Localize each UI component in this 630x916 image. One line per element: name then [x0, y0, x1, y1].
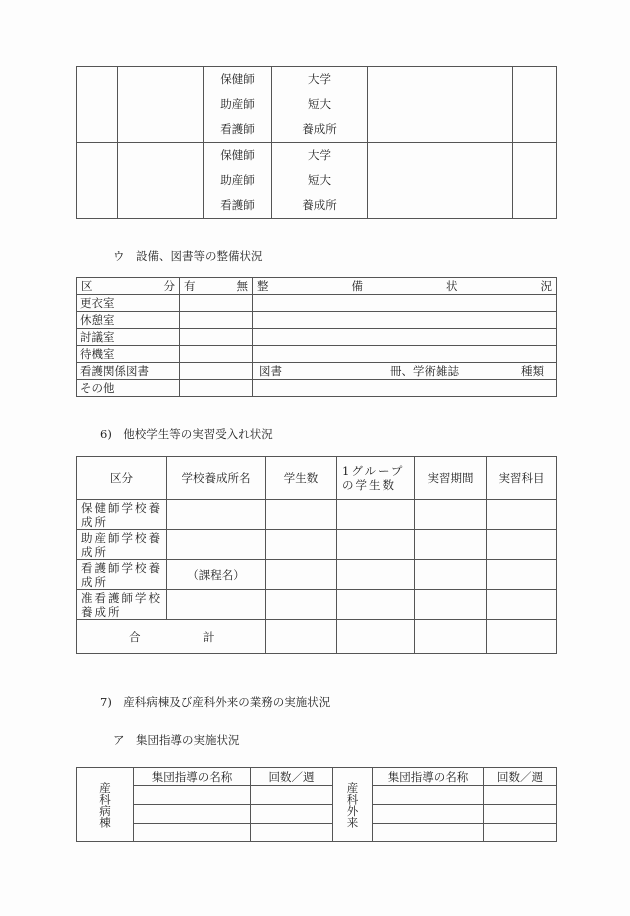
total-char: 計	[203, 629, 215, 644]
input-cell[interactable]	[266, 500, 337, 530]
umu-cell[interactable]	[180, 380, 253, 397]
status-cell[interactable]	[253, 295, 557, 312]
header-row	[77, 457, 557, 500]
header-row	[77, 278, 557, 295]
cell-empty[interactable]	[118, 143, 204, 219]
header-school-name: 学校養成所名	[167, 457, 266, 500]
section-heading-facilities: ウ 設備、図書等の整備状況	[113, 249, 263, 263]
school-name-cell[interactable]	[167, 590, 266, 620]
header-status	[253, 278, 557, 295]
cell-empty[interactable]	[118, 67, 204, 143]
row-label: その他	[77, 380, 180, 397]
input-cell[interactable]	[266, 560, 337, 590]
qualification-label: 保健師	[220, 148, 255, 162]
row-label: 討議室	[77, 329, 180, 346]
input-cell[interactable]	[373, 805, 484, 824]
school-type-label: 短大	[308, 97, 331, 111]
row-label: 更衣室	[77, 295, 180, 312]
input-cell[interactable]	[415, 620, 487, 654]
input-cell[interactable]	[484, 805, 557, 824]
row-label: 看護関係図書	[77, 363, 180, 380]
section-subheading-group-guidance: ア 集団指導の実施状況	[113, 733, 240, 747]
school-type-label: 大学	[308, 72, 331, 86]
input-cell[interactable]	[487, 530, 557, 560]
row-label-text: 保健師学校養成所	[81, 500, 162, 529]
header-char: 整	[257, 279, 269, 293]
row-label-text: 准看護師学校養成所	[81, 590, 162, 619]
row-label	[77, 560, 167, 590]
input-cell[interactable]	[266, 530, 337, 560]
school-type-label: 短大	[308, 173, 331, 187]
header-char: 分	[163, 279, 175, 293]
books-label: 図書	[259, 364, 282, 378]
input-cell[interactable]	[134, 824, 251, 842]
cell-empty[interactable]	[513, 67, 557, 143]
input-cell[interactable]	[415, 530, 487, 560]
input-cell[interactable]	[337, 590, 415, 620]
header-char: 状	[446, 279, 458, 293]
input-cell[interactable]	[373, 786, 484, 805]
school-type-label: 養成所	[302, 198, 337, 212]
table-row	[77, 312, 557, 329]
table-row	[77, 295, 557, 312]
ward-group-label	[77, 768, 134, 842]
header-group-size-text: 1グループの学生数	[342, 464, 405, 492]
header-umu	[180, 278, 253, 295]
header-char: 備	[351, 279, 363, 293]
school-name-cell[interactable]	[167, 530, 266, 560]
status-cell[interactable]	[253, 346, 557, 363]
input-cell[interactable]	[487, 590, 557, 620]
table-row	[77, 530, 557, 560]
header-kubun	[77, 278, 180, 295]
journals-label: 冊、学術雑誌	[390, 364, 459, 378]
school-type-label: 養成所	[302, 122, 337, 136]
header-char: 区	[81, 279, 93, 293]
input-cell[interactable]	[487, 560, 557, 590]
qualification-label: 助産師	[220, 173, 255, 187]
table-row	[77, 500, 557, 530]
header-char: 況	[540, 279, 552, 293]
row-label-text: 看護師学校養成所	[81, 560, 162, 589]
table-row	[77, 768, 557, 786]
table-row	[77, 363, 557, 380]
table-row	[77, 805, 557, 824]
header-group-size	[337, 457, 415, 500]
qualification-cell	[204, 143, 272, 219]
table-row	[77, 560, 557, 590]
row-label: 待機室	[77, 346, 180, 363]
row-label-text: 助産師学校養成所	[81, 530, 162, 559]
table-row	[77, 380, 557, 397]
status-cell[interactable]	[253, 329, 557, 346]
header-count-per-week: 回数／週	[484, 768, 557, 786]
staff-qualification-table	[76, 66, 557, 219]
school-type-cell	[272, 67, 368, 143]
input-cell[interactable]	[251, 824, 333, 842]
row-label: 休憩室	[77, 312, 180, 329]
input-cell[interactable]	[487, 500, 557, 530]
qualification-label: 看護師	[220, 122, 255, 136]
school-name-cell[interactable]	[167, 500, 266, 530]
umu-cell[interactable]	[180, 329, 253, 346]
status-cell[interactable]	[253, 380, 557, 397]
row-label	[77, 500, 167, 530]
input-cell[interactable]	[337, 560, 415, 590]
ward-group-text: 産科病棟	[98, 781, 112, 828]
facilities-table	[76, 277, 557, 397]
row-label	[77, 530, 167, 560]
section-heading-training: 6) 他校学生等の実習受入れ状況	[100, 427, 273, 441]
total-char: 合	[129, 629, 141, 644]
input-cell[interactable]	[337, 620, 415, 654]
header-guidance-name: 集団指導の名称	[373, 768, 484, 786]
umu-cell[interactable]	[180, 363, 253, 380]
input-cell[interactable]	[415, 590, 487, 620]
input-cell[interactable]	[134, 805, 251, 824]
section-heading-obstetrics: 7) 産科病棟及び産科外来の業務の実施状況	[100, 695, 331, 709]
input-cell[interactable]	[484, 786, 557, 805]
total-label	[77, 620, 266, 654]
header-char: 有	[184, 279, 196, 293]
input-cell[interactable]	[415, 560, 487, 590]
header-count-per-week: 回数／週	[251, 768, 333, 786]
input-cell[interactable]	[373, 824, 484, 842]
input-cell[interactable]	[415, 500, 487, 530]
table-row	[77, 143, 557, 219]
cell-empty[interactable]	[513, 143, 557, 219]
cell-empty[interactable]	[368, 67, 513, 143]
header-period: 実習期間	[415, 457, 487, 500]
header-kubun: 区分	[77, 457, 167, 500]
table-row	[77, 346, 557, 363]
total-row	[77, 620, 557, 654]
header-char: 無	[236, 279, 248, 293]
training-acceptance-table	[76, 456, 557, 654]
input-cell[interactable]	[337, 500, 415, 530]
input-cell[interactable]	[134, 786, 251, 805]
school-type-cell	[272, 143, 368, 219]
umu-cell[interactable]	[180, 295, 253, 312]
cell-empty[interactable]	[77, 67, 118, 143]
table-row	[77, 590, 557, 620]
outpatient-group-label	[333, 768, 373, 842]
table-row	[77, 824, 557, 842]
table-row	[77, 786, 557, 805]
input-cell[interactable]	[266, 590, 337, 620]
group-guidance-table	[76, 767, 557, 842]
outpatient-group-text: 産科外来	[345, 781, 360, 828]
input-cell[interactable]	[251, 786, 333, 805]
header-student-count: 学生数	[266, 457, 337, 500]
school-type-label: 大学	[308, 148, 331, 162]
header-subject: 実習科目	[487, 457, 557, 500]
row-label	[77, 590, 167, 620]
school-name-cell[interactable]: （課程名）	[167, 560, 266, 590]
umu-cell[interactable]	[180, 346, 253, 363]
types-label: 種類	[521, 364, 544, 378]
input-cell[interactable]	[337, 530, 415, 560]
input-cell[interactable]	[487, 620, 557, 654]
cell-empty[interactable]	[77, 143, 118, 219]
table-row	[77, 329, 557, 346]
qualification-label: 保健師	[220, 72, 255, 86]
cell-empty[interactable]	[368, 143, 513, 219]
header-guidance-name: 集団指導の名称	[134, 768, 251, 786]
umu-cell[interactable]	[180, 312, 253, 329]
input-cell[interactable]	[251, 805, 333, 824]
status-cell[interactable]	[253, 363, 557, 380]
input-cell[interactable]	[266, 620, 337, 654]
table-row	[77, 67, 557, 143]
input-cell[interactable]	[484, 824, 557, 842]
qualification-label: 看護師	[220, 198, 255, 212]
qualification-label: 助産師	[220, 97, 255, 111]
status-cell[interactable]	[253, 312, 557, 329]
qualification-cell	[204, 67, 272, 143]
